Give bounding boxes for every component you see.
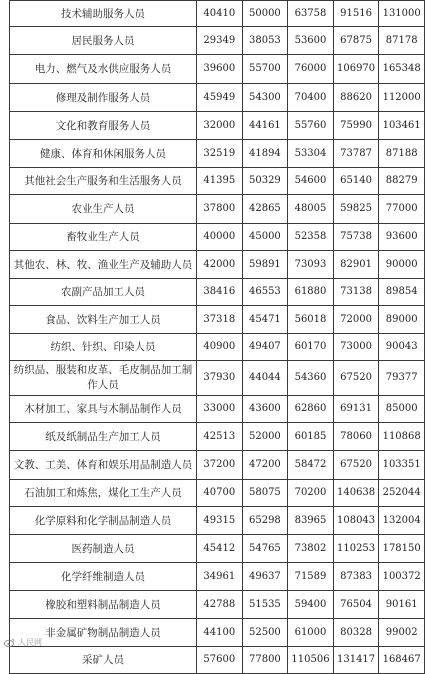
occupation-cell: 纺织、针织、印染人员 (10, 334, 197, 361)
wage-value-cell: 140638 (333, 480, 379, 507)
occupation-cell: 非金属矿物制品制造人员 (10, 619, 197, 647)
occupation-cell: 化学纤维制造人员 (10, 563, 197, 591)
occupation-cell: 畜牧业生产人员 (10, 224, 197, 251)
wage-value-cell: 108043 (333, 507, 379, 535)
wage-value-cell: 48005 (288, 195, 334, 224)
wage-value-cell: 51535 (242, 591, 288, 619)
wage-value-cell: 88620 (333, 84, 379, 112)
wage-value-cell: 73787 (333, 140, 379, 168)
wage-value-cell: 73093 (288, 251, 334, 279)
wage-value-cell: 93600 (379, 224, 425, 251)
table-row (10, 224, 425, 251)
occupation-cell: 农副产品加工人员 (10, 279, 197, 306)
occupation-cell: 电力、燃气及水供应服务人员 (10, 55, 197, 84)
wage-value-cell: 42513 (197, 423, 243, 451)
wage-value-cell: 40900 (197, 334, 243, 361)
table-row (10, 563, 425, 591)
wage-value-cell: 65140 (333, 168, 379, 195)
wage-value-cell: 110506 (288, 647, 334, 674)
wage-value-cell: 67520 (333, 361, 379, 396)
wage-value-cell: 77800 (242, 647, 288, 674)
wage-value-cell: 37800 (197, 195, 243, 224)
table-row (10, 361, 425, 396)
wage-value-cell: 50329 (242, 168, 288, 195)
wage-value-cell: 99002 (379, 619, 425, 647)
occupation-cell: 农业生产人员 (10, 195, 197, 224)
wage-value-cell: 49315 (197, 507, 243, 535)
table-row (10, 112, 425, 140)
wage-value-cell: 45471 (242, 306, 288, 334)
occupation-cell: 修理及制作服务人员 (10, 84, 197, 112)
table-row (10, 279, 425, 306)
wage-value-cell: 45949 (197, 84, 243, 112)
occupation-cell: 纺织品、服装和皮革、毛皮制品加工制作人员 (10, 361, 197, 396)
wage-value-cell: 57600 (197, 647, 243, 674)
wage-value-cell: 103351 (379, 451, 425, 480)
wage-value-cell: 49637 (242, 563, 288, 591)
wage-value-cell: 47200 (242, 451, 288, 480)
wage-value-cell: 53304 (288, 140, 334, 168)
table-row (10, 396, 425, 423)
wage-value-cell: 90161 (379, 591, 425, 619)
wage-value-cell: 89854 (379, 279, 425, 306)
wage-value-cell: 110868 (379, 423, 425, 451)
table-row (10, 507, 425, 535)
wage-value-cell: 88279 (379, 168, 425, 195)
wage-value-cell: 67520 (333, 451, 379, 480)
wage-value-cell: 70400 (288, 84, 334, 112)
wage-value-cell: 32000 (197, 112, 243, 140)
wage-value-cell: 54360 (288, 361, 334, 396)
wage-value-cell: 40000 (197, 224, 243, 251)
wage-value-cell: 42865 (242, 195, 288, 224)
wage-value-cell: 77000 (379, 195, 425, 224)
wage-value-cell: 132004 (379, 507, 425, 535)
table-row (10, 451, 425, 480)
wage-value-cell: 49407 (242, 334, 288, 361)
wage-value-cell: 55760 (288, 112, 334, 140)
occupation-cell: 健康、体育和休闲服务人员 (10, 140, 197, 168)
wage-value-cell: 83965 (288, 507, 334, 535)
wage-value-cell: 85000 (379, 396, 425, 423)
wage-value-cell: 52000 (242, 423, 288, 451)
occupation-cell: 化学原料和化学制品制造人员 (10, 507, 197, 535)
table-body (10, 1, 425, 674)
wage-value-cell: 178150 (379, 535, 425, 563)
occupation-cell: 其他社会生产服务和生活服务人员 (10, 168, 197, 195)
wage-value-cell: 56018 (288, 306, 334, 334)
wage-value-cell: 55700 (242, 55, 288, 84)
wage-value-cell: 58075 (242, 480, 288, 507)
wage-value-cell: 44044 (242, 361, 288, 396)
watermark (4, 637, 42, 648)
wage-value-cell: 131000 (379, 1, 425, 27)
wage-value-cell: 112000 (379, 84, 425, 112)
wage-value-cell: 90000 (379, 251, 425, 279)
wage-value-cell: 73000 (333, 334, 379, 361)
table-row (10, 423, 425, 451)
wage-value-cell: 103461 (379, 112, 425, 140)
wage-value-cell: 40410 (197, 1, 243, 27)
wage-value-cell: 87178 (379, 27, 425, 55)
table-row (10, 334, 425, 361)
wage-value-cell: 69131 (333, 396, 379, 423)
occupation-cell: 食品、饮料生产加工人员 (10, 306, 197, 334)
wage-value-cell: 80328 (333, 619, 379, 647)
wage-value-cell: 34961 (197, 563, 243, 591)
wage-value-cell: 45000 (242, 224, 288, 251)
wage-value-cell: 60170 (288, 334, 334, 361)
occupation-cell: 纸及纸制品生产加工人员 (10, 423, 197, 451)
occupation-cell: 医药制造人员 (10, 535, 197, 563)
wage-value-cell: 91516 (333, 1, 379, 27)
wage-value-cell: 41395 (197, 168, 243, 195)
table-row (10, 535, 425, 563)
wage-value-cell: 37318 (197, 306, 243, 334)
occupation-cell: 其他农、林、牧、渔业生产及辅助人员 (10, 251, 197, 279)
table-row (10, 647, 425, 674)
wage-value-cell: 43600 (242, 396, 288, 423)
table-row (10, 306, 425, 334)
wage-value-cell: 61000 (288, 619, 334, 647)
wage-value-cell: 100372 (379, 563, 425, 591)
wage-value-cell: 79377 (379, 361, 425, 396)
wage-value-cell: 165348 (379, 55, 425, 84)
table-row (10, 195, 425, 224)
table-row (10, 55, 425, 84)
occupation-cell: 居民服务人员 (10, 27, 197, 55)
wage-value-cell: 168467 (379, 647, 425, 674)
occupation-cell: 采矿人员 (10, 647, 197, 674)
wage-value-cell: 78060 (333, 423, 379, 451)
wage-value-cell: 61880 (288, 279, 334, 306)
wage-value-cell: 89000 (379, 306, 425, 334)
table-row (10, 251, 425, 279)
wage-value-cell: 67875 (333, 27, 379, 55)
wage-value-cell: 75738 (333, 224, 379, 251)
wage-value-cell: 37200 (197, 451, 243, 480)
table-row (10, 168, 425, 195)
wage-value-cell: 63758 (288, 1, 334, 27)
table-row (10, 619, 425, 647)
wage-value-cell: 131417 (333, 647, 379, 674)
wage-value-cell: 60185 (288, 423, 334, 451)
table-row (10, 140, 425, 168)
wage-value-cell: 44161 (242, 112, 288, 140)
wage-value-cell: 71589 (288, 563, 334, 591)
wage-value-cell: 54300 (242, 84, 288, 112)
wage-value-cell: 76504 (333, 591, 379, 619)
wage-value-cell: 40700 (197, 480, 243, 507)
wage-value-cell: 46553 (242, 279, 288, 306)
wage-value-cell: 106970 (333, 55, 379, 84)
wage-value-cell: 42000 (197, 251, 243, 279)
table-row (10, 84, 425, 112)
wage-value-cell: 32519 (197, 140, 243, 168)
wage-value-cell: 44100 (197, 619, 243, 647)
wage-value-cell: 41894 (242, 140, 288, 168)
wage-value-cell: 65298 (242, 507, 288, 535)
wage-value-cell: 76000 (288, 55, 334, 84)
occupation-cell: 木材加工、家具与木制品制作人员 (10, 396, 197, 423)
wage-value-cell: 75990 (333, 112, 379, 140)
occupation-cell: 石油加工和炼焦，煤化工生产人员 (10, 480, 197, 507)
occupation-cell: 橡胶和塑料制品制造人员 (10, 591, 197, 619)
wage-value-cell: 53600 (288, 27, 334, 55)
wage-value-cell: 82901 (333, 251, 379, 279)
wage-value-cell: 54600 (288, 168, 334, 195)
occupation-cell: 文化和教育服务人员 (10, 112, 197, 140)
wage-value-cell: 87188 (379, 140, 425, 168)
wage-value-cell: 62860 (288, 396, 334, 423)
watermark-text: 人民网 (18, 638, 42, 647)
wage-value-cell: 38053 (242, 27, 288, 55)
occupation-cell: 文教、工美、体育和娱乐用品制造人员 (10, 451, 197, 480)
table-row (10, 591, 425, 619)
wage-value-cell: 110253 (333, 535, 379, 563)
wage-value-cell: 59825 (333, 195, 379, 224)
wage-value-cell: 54765 (242, 535, 288, 563)
wage-table-container (9, 0, 424, 674)
wage-value-cell: 52358 (288, 224, 334, 251)
wage-value-cell: 37930 (197, 361, 243, 396)
wage-value-cell: 90043 (379, 334, 425, 361)
wage-value-cell: 87383 (333, 563, 379, 591)
wage-value-cell: 52500 (242, 619, 288, 647)
wage-value-cell: 252044 (379, 480, 425, 507)
wage-value-cell: 50000 (242, 1, 288, 27)
wage-value-cell: 73802 (288, 535, 334, 563)
wage-value-cell: 73138 (333, 279, 379, 306)
wage-value-cell: 72000 (333, 306, 379, 334)
wage-value-cell: 33000 (197, 396, 243, 423)
wage-table (9, 0, 425, 674)
wage-value-cell: 45412 (197, 535, 243, 563)
wage-value-cell: 59891 (242, 251, 288, 279)
wage-value-cell: 58472 (288, 451, 334, 480)
wage-value-cell: 70200 (288, 480, 334, 507)
weibo-logo-icon (4, 638, 15, 647)
wage-value-cell: 29349 (197, 27, 243, 55)
wage-value-cell: 59400 (288, 591, 334, 619)
table-row (10, 27, 425, 55)
table-row (10, 480, 425, 507)
occupation-cell: 技术辅助服务人员 (10, 1, 197, 27)
wage-value-cell: 38416 (197, 279, 243, 306)
table-row (10, 1, 425, 27)
wage-value-cell: 39600 (197, 55, 243, 84)
wage-value-cell: 42788 (197, 591, 243, 619)
